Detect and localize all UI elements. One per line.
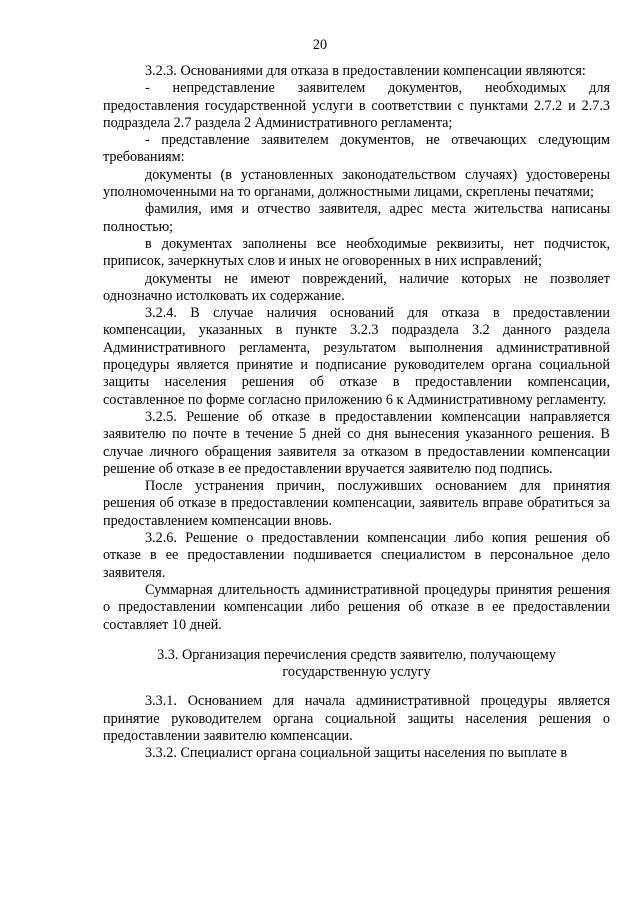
paragraph-total-duration: Суммарная длительность административной процедуры принятия решения о предоставлении компенсации либо решения об отказе в ее предоставлении составляет 10 дней.	[103, 581, 610, 633]
paragraph-3-2-4: 3.2.4. В случае наличия оснований для отказа в предоставлении компенсации, указанных в пункте 3.2.3 подраздела 3.2 данного раздела Административного регламента, результатом выполнения административной процедуры является принятие и подписание руководителем органа социальной защиты населения решения об отказе в предоставлении компенсации, составленное по форме согласно приложению 6 к Административному регламенту.	[103, 305, 610, 408]
paragraph-docs-certified: документы (в установленных законодательством случаях) удостоверены уполномоченными на то органами, должностными лицами, скреплены печатями;	[103, 166, 610, 201]
paragraph-3-3-1: 3.3.1. Основанием для начала административной процедуры является принятие руководителем органа социальной защиты населения решения о предоставлении заявителю компенсации.	[103, 693, 610, 744]
paragraph-3-2-3: 3.2.3. Основаниями для отказа в предоставлении компенсации являются:	[145, 63, 586, 79]
paragraph-reapply: После устранения причин, послуживших основанием для принятия решения об отказе в предоставлении компенсации, заявитель вправе обратиться за предоставлением компенсации вновь.	[103, 478, 610, 529]
paragraph-3-2-5: 3.2.5. Решение об отказе в предоставлении компенсации направляется заявителю по почте в течение 5 дней со дня вынесения указанного решения. В случае личного обращения заявителя за отказом в предоставлении компенсации решение об отказе в ее предоставлении вручается заявителю под подпись.	[103, 408, 610, 477]
paragraph-grounds-missing-docs: - непредставление заявителем документов, необходимых для предоставления государственной услуги в соответствии с пунктами 2.7.2 и 2.7.3 подраздела 2.7 раздела 2 Административного регламента;	[103, 80, 610, 131]
document-body	[103, 63, 610, 763]
paragraph-3-2-6: 3.2.6. Решение о предоставлении компенсации либо копия решения об отказе в ее предоставлении подшивается специалистом в персональное дело заявителя.	[103, 530, 610, 581]
paragraph-grounds-invalid-docs: - представление заявителем документов, не отвечающих следующим требованиям:	[103, 132, 610, 166]
paragraph-no-damage: документы не имеют повреждений, наличие которых не позволяет однозначно истолковать их содержание.	[103, 270, 610, 304]
paragraph-full-name: фамилия, имя и отчество заявителя, адрес места жительства написаны полностью;	[103, 201, 610, 235]
page-number: 20	[312, 37, 328, 53]
section-heading-line-2: государственную услугу	[282, 664, 431, 681]
section-heading-3-3	[103, 647, 610, 682]
section-heading-line-1: 3.3. Организация перечисления средств заявителю, получающему	[157, 646, 556, 663]
paragraph-3-3-2: 3.3.2. Специалист органа социальной защиты населения по выплате в	[145, 745, 568, 762]
paragraph-requisites: в документах заполнены все необходимые реквизиты, нет подчисток, приписок, зачеркнутых слов и иных не оговоренных в них исправлений;	[103, 235, 610, 270]
